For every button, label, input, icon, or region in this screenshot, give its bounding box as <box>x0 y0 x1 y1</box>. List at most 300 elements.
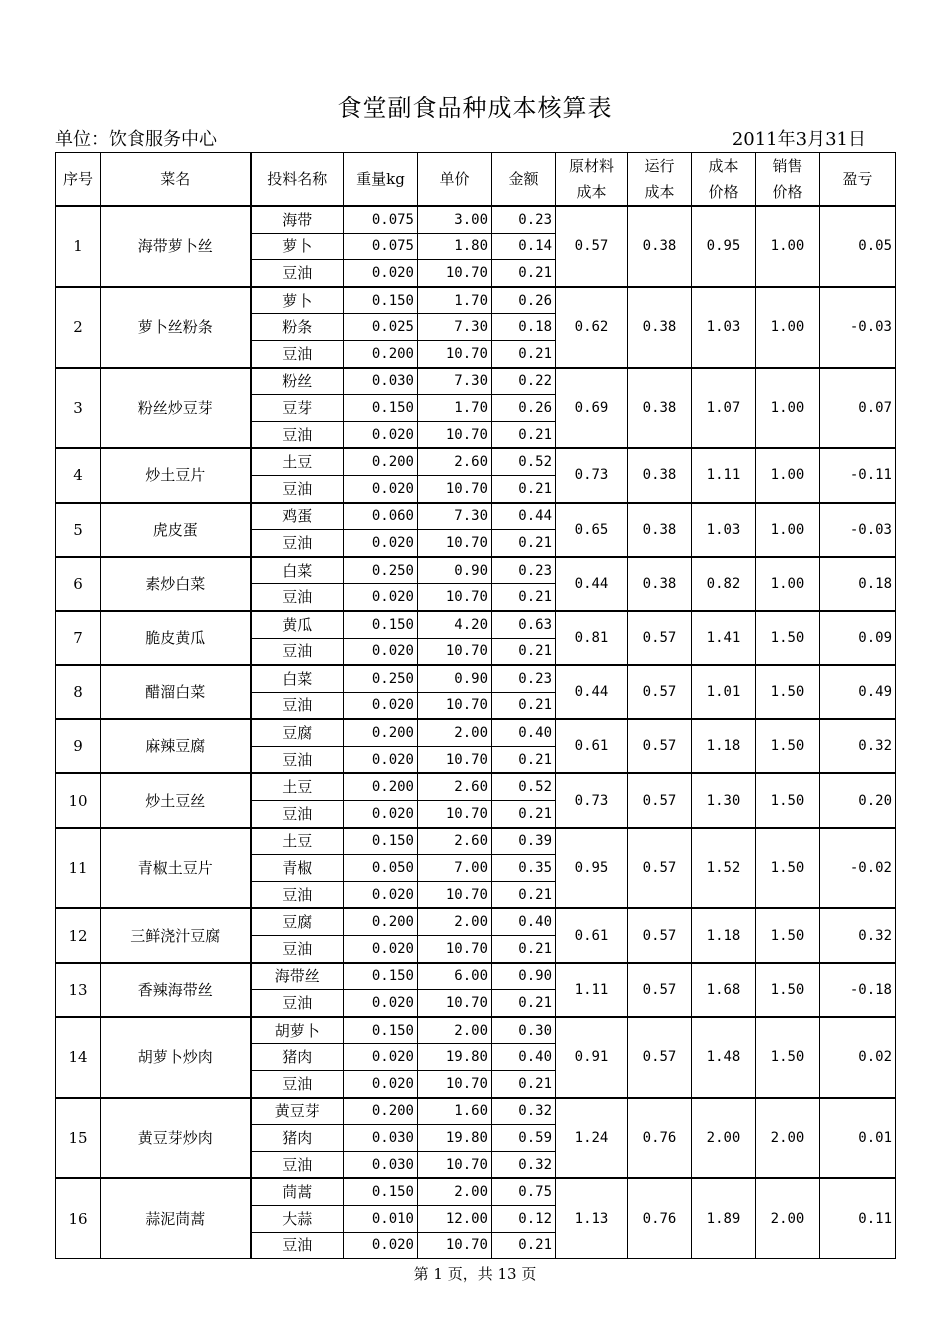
ingredient-name: 粉条 <box>251 314 344 341</box>
table-row <box>56 1178 896 1205</box>
ingredient-price: 10.70 <box>418 475 492 502</box>
ingredient-amount: 0.21 <box>492 584 556 611</box>
ingredient-price: 10.70 <box>418 340 492 367</box>
dish-number: 9 <box>56 719 101 773</box>
ingredient-name: 豆油 <box>251 421 344 448</box>
ingredient-amount: 0.23 <box>492 206 556 233</box>
ingredient-name: 豆油 <box>251 1071 344 1098</box>
ingredient-name: 豆油 <box>251 260 344 287</box>
operating-cost: 0.38 <box>628 368 692 449</box>
ingredient-amount: 0.40 <box>492 719 556 746</box>
cost-price: 0.82 <box>692 557 756 611</box>
ingredient-name: 豆油 <box>251 340 344 367</box>
ingredient-weight: 0.010 <box>344 1205 418 1232</box>
sale-price: 2.00 <box>756 1178 820 1258</box>
table-row <box>56 719 896 746</box>
report-date: 2011年3月31日 <box>731 129 866 150</box>
dish-number: 5 <box>56 503 101 557</box>
ingredient-weight: 0.020 <box>344 692 418 719</box>
ingredient-name: 豆油 <box>251 1151 344 1178</box>
dish-number: 15 <box>56 1098 101 1179</box>
raw-material-cost: 0.61 <box>556 719 628 773</box>
header-row <box>56 153 896 207</box>
ingredient-price: 2.60 <box>418 828 492 855</box>
ingredient-name: 黄瓜 <box>251 611 344 638</box>
ingredient-name: 土豆 <box>251 773 344 800</box>
ingredient-amount: 0.21 <box>492 746 556 773</box>
profit-loss: -0.18 <box>820 963 896 1017</box>
dish-group <box>56 963 896 1017</box>
ingredient-price: 10.70 <box>418 638 492 665</box>
dish-name: 虎皮蛋 <box>101 503 251 557</box>
ingredient-weight: 0.020 <box>344 746 418 773</box>
header-dish: 菜名 <box>101 153 251 207</box>
cost-price: 1.89 <box>692 1178 756 1258</box>
ingredient-weight: 0.200 <box>344 719 418 746</box>
operating-cost: 0.38 <box>628 557 692 611</box>
dish-group <box>56 665 896 719</box>
ingredient-price: 2.00 <box>418 1178 492 1205</box>
dish-group <box>56 557 896 611</box>
profit-loss: 0.01 <box>820 1098 896 1179</box>
dish-number: 14 <box>56 1017 101 1098</box>
cost-price: 1.68 <box>692 963 756 1017</box>
ingredient-amount: 0.39 <box>492 828 556 855</box>
header-sale-price-line2: 价格 <box>772 183 803 201</box>
operating-cost: 0.57 <box>628 773 692 827</box>
header-ingredient: 投料名称 <box>251 153 344 207</box>
profit-loss: 0.49 <box>820 665 896 719</box>
raw-material-cost: 0.44 <box>556 665 628 719</box>
header-raw-cost <box>556 153 628 207</box>
dish-name: 炒土豆片 <box>101 448 251 502</box>
ingredient-weight: 0.150 <box>344 395 418 422</box>
ingredient-weight: 0.030 <box>344 368 418 395</box>
ingredient-amount: 0.52 <box>492 773 556 800</box>
ingredient-amount: 0.40 <box>492 1044 556 1071</box>
ingredient-weight: 0.150 <box>344 1017 418 1044</box>
cost-price: 1.03 <box>692 287 756 368</box>
ingredient-price: 0.90 <box>418 557 492 584</box>
sale-price: 1.00 <box>756 448 820 502</box>
dish-group <box>56 908 896 962</box>
dish-group <box>56 611 896 665</box>
header-raw-cost-line2: 成本 <box>576 183 607 201</box>
dish-name: 粉丝炒豆芽 <box>101 368 251 449</box>
ingredient-price: 10.70 <box>418 584 492 611</box>
ingredient-price: 10.70 <box>418 530 492 557</box>
sale-price: 1.50 <box>756 963 820 1017</box>
ingredient-name: 土豆 <box>251 828 344 855</box>
sale-price: 2.00 <box>756 1098 820 1179</box>
profit-loss: 0.18 <box>820 557 896 611</box>
ingredient-price: 10.70 <box>418 746 492 773</box>
ingredient-amount: 0.59 <box>492 1125 556 1152</box>
ingredient-price: 4.20 <box>418 611 492 638</box>
ingredient-amount: 0.40 <box>492 908 556 935</box>
page-footer: 第 1 页，共 13 页 <box>413 1265 537 1283</box>
ingredient-name: 白菜 <box>251 557 344 584</box>
ingredient-weight: 0.150 <box>344 611 418 638</box>
ingredient-amount: 0.44 <box>492 503 556 530</box>
ingredient-amount: 0.90 <box>492 963 556 990</box>
ingredient-price: 1.70 <box>418 395 492 422</box>
ingredient-name: 豆油 <box>251 746 344 773</box>
profit-loss: 0.09 <box>820 611 896 665</box>
operating-cost: 0.57 <box>628 1017 692 1098</box>
raw-material-cost: 0.95 <box>556 828 628 909</box>
header-profit: 盈亏 <box>820 153 896 207</box>
ingredient-price: 10.70 <box>418 1232 492 1259</box>
ingredient-weight: 0.020 <box>344 1071 418 1098</box>
ingredient-name: 猪肉 <box>251 1044 344 1071</box>
profit-loss: 0.32 <box>820 908 896 962</box>
cost-price: 0.95 <box>692 206 756 287</box>
ingredient-name: 胡萝卜 <box>251 1017 344 1044</box>
ingredient-price: 0.90 <box>418 665 492 692</box>
dish-group <box>56 1098 896 1179</box>
operating-cost: 0.57 <box>628 828 692 909</box>
ingredient-name: 海带 <box>251 206 344 233</box>
ingredient-name: 萝卜 <box>251 233 344 260</box>
unit-label: 单位：饮食服务中心 <box>55 129 217 150</box>
ingredient-price: 10.70 <box>418 936 492 963</box>
operating-cost: 0.57 <box>628 908 692 962</box>
operating-cost: 0.57 <box>628 665 692 719</box>
dish-number: 13 <box>56 963 101 1017</box>
ingredient-name: 黄豆芽 <box>251 1098 344 1125</box>
ingredient-price: 2.60 <box>418 773 492 800</box>
ingredient-weight: 0.020 <box>344 1044 418 1071</box>
table-row <box>56 448 896 475</box>
dish-number: 2 <box>56 287 101 368</box>
ingredient-name: 豆油 <box>251 638 344 665</box>
profit-loss: 0.05 <box>820 206 896 287</box>
profit-loss: -0.11 <box>820 448 896 502</box>
ingredient-weight: 0.020 <box>344 475 418 502</box>
table-row <box>56 611 896 638</box>
dish-number: 4 <box>56 448 101 502</box>
ingredient-weight: 0.150 <box>344 828 418 855</box>
table-row <box>56 368 896 395</box>
ingredient-amount: 0.26 <box>492 395 556 422</box>
table-row <box>56 828 896 855</box>
dish-group <box>56 828 896 909</box>
raw-material-cost: 1.24 <box>556 1098 628 1179</box>
cost-price: 1.18 <box>692 908 756 962</box>
ingredient-amount: 0.21 <box>492 692 556 719</box>
cost-price: 1.01 <box>692 665 756 719</box>
table-row <box>56 287 896 314</box>
ingredient-price: 7.30 <box>418 368 492 395</box>
operating-cost: 0.38 <box>628 448 692 502</box>
cost-price: 2.00 <box>692 1098 756 1179</box>
header-amount: 金额 <box>492 153 556 207</box>
sale-price: 1.50 <box>756 1017 820 1098</box>
ingredient-weight: 0.020 <box>344 801 418 828</box>
cost-price: 1.07 <box>692 368 756 449</box>
ingredient-price: 1.60 <box>418 1098 492 1125</box>
ingredient-name: 豆油 <box>251 584 344 611</box>
raw-material-cost: 1.13 <box>556 1178 628 1258</box>
sale-price: 1.50 <box>756 611 820 665</box>
dish-number: 16 <box>56 1178 101 1258</box>
table-row <box>56 206 896 233</box>
ingredient-name: 豆油 <box>251 1232 344 1259</box>
ingredient-weight: 0.050 <box>344 855 418 882</box>
ingredient-amount: 0.21 <box>492 530 556 557</box>
ingredient-price: 10.70 <box>418 881 492 908</box>
raw-material-cost: 0.65 <box>556 503 628 557</box>
ingredient-weight: 0.200 <box>344 1098 418 1125</box>
ingredient-weight: 0.200 <box>344 773 418 800</box>
header-op-cost-line1: 运行 <box>644 157 675 175</box>
ingredient-price: 10.70 <box>418 1151 492 1178</box>
sheet-title: 食堂副食品种成本核算表 <box>337 94 613 122</box>
ingredient-weight: 0.020 <box>344 990 418 1017</box>
ingredient-amount: 0.32 <box>492 1151 556 1178</box>
header-op-cost <box>628 153 692 207</box>
ingredient-name: 豆油 <box>251 990 344 1017</box>
ingredient-price: 10.70 <box>418 260 492 287</box>
dish-number: 3 <box>56 368 101 449</box>
ingredient-name: 土豆 <box>251 448 344 475</box>
sale-price: 1.50 <box>756 719 820 773</box>
ingredient-amount: 0.30 <box>492 1017 556 1044</box>
dish-number: 6 <box>56 557 101 611</box>
ingredient-weight: 0.075 <box>344 233 418 260</box>
operating-cost: 0.57 <box>628 719 692 773</box>
ingredient-price: 1.70 <box>418 287 492 314</box>
operating-cost: 0.38 <box>628 206 692 287</box>
ingredient-amount: 0.23 <box>492 557 556 584</box>
sale-price: 1.00 <box>756 503 820 557</box>
raw-material-cost: 0.44 <box>556 557 628 611</box>
ingredient-amount: 0.52 <box>492 448 556 475</box>
cost-price: 1.30 <box>692 773 756 827</box>
ingredient-weight: 0.020 <box>344 421 418 448</box>
ingredient-amount: 0.21 <box>492 421 556 448</box>
ingredient-weight: 0.250 <box>344 557 418 584</box>
dish-number: 7 <box>56 611 101 665</box>
sale-price: 1.50 <box>756 828 820 909</box>
raw-material-cost: 1.11 <box>556 963 628 1017</box>
raw-material-cost: 0.73 <box>556 773 628 827</box>
sale-price: 1.00 <box>756 206 820 287</box>
table-row <box>56 503 896 530</box>
profit-loss: -0.03 <box>820 287 896 368</box>
ingredient-name: 豆油 <box>251 881 344 908</box>
ingredient-name: 茼蒿 <box>251 1178 344 1205</box>
dish-name: 海带萝卜丝 <box>101 206 251 287</box>
dish-group <box>56 719 896 773</box>
ingredient-weight: 0.060 <box>344 503 418 530</box>
ingredient-weight: 0.250 <box>344 665 418 692</box>
ingredient-amount: 0.23 <box>492 665 556 692</box>
dish-number: 1 <box>56 206 101 287</box>
dish-name: 麻辣豆腐 <box>101 719 251 773</box>
dish-number: 10 <box>56 773 101 827</box>
ingredient-weight: 0.025 <box>344 314 418 341</box>
ingredient-name: 豆腐 <box>251 908 344 935</box>
header-cost-price-line2: 价格 <box>708 183 739 201</box>
table-row <box>56 665 896 692</box>
ingredient-name: 猪肉 <box>251 1125 344 1152</box>
profit-loss: 0.07 <box>820 368 896 449</box>
ingredient-amount: 0.21 <box>492 990 556 1017</box>
ingredient-weight: 0.200 <box>344 448 418 475</box>
ingredient-weight: 0.030 <box>344 1151 418 1178</box>
ingredient-weight: 0.020 <box>344 638 418 665</box>
ingredient-price: 10.70 <box>418 801 492 828</box>
ingredient-weight: 0.030 <box>344 1125 418 1152</box>
table-row <box>56 908 896 935</box>
cost-price: 1.41 <box>692 611 756 665</box>
dish-name: 三鲜浇汁豆腐 <box>101 908 251 962</box>
profit-loss: -0.03 <box>820 503 896 557</box>
ingredient-amount: 0.21 <box>492 936 556 963</box>
header-weight: 重量kg <box>344 153 418 207</box>
ingredient-amount: 0.21 <box>492 260 556 287</box>
ingredient-weight: 0.150 <box>344 1178 418 1205</box>
ingredient-name: 粉丝 <box>251 368 344 395</box>
dish-group <box>56 206 896 287</box>
dish-name: 醋溜白菜 <box>101 665 251 719</box>
raw-material-cost: 0.62 <box>556 287 628 368</box>
ingredient-price: 7.00 <box>418 855 492 882</box>
ingredient-price: 19.80 <box>418 1125 492 1152</box>
ingredient-price: 6.00 <box>418 963 492 990</box>
ingredient-amount: 0.21 <box>492 475 556 502</box>
ingredient-name: 豆芽 <box>251 395 344 422</box>
ingredient-name: 萝卜 <box>251 287 344 314</box>
profit-loss: 0.11 <box>820 1178 896 1258</box>
dish-number: 12 <box>56 908 101 962</box>
ingredient-price: 3.00 <box>418 206 492 233</box>
ingredient-price: 2.00 <box>418 908 492 935</box>
operating-cost: 0.76 <box>628 1178 692 1258</box>
table-row <box>56 1098 896 1125</box>
sale-price: 1.00 <box>756 287 820 368</box>
ingredient-name: 豆油 <box>251 530 344 557</box>
header-op-cost-line2: 成本 <box>644 183 675 201</box>
ingredient-weight: 0.150 <box>344 963 418 990</box>
ingredient-price: 12.00 <box>418 1205 492 1232</box>
dish-number: 8 <box>56 665 101 719</box>
operating-cost: 0.57 <box>628 611 692 665</box>
ingredient-weight: 0.020 <box>344 530 418 557</box>
ingredient-amount: 0.14 <box>492 233 556 260</box>
ingredient-weight: 0.150 <box>344 287 418 314</box>
ingredient-amount: 0.21 <box>492 1232 556 1259</box>
ingredient-weight: 0.020 <box>344 584 418 611</box>
ingredient-name: 豆腐 <box>251 719 344 746</box>
ingredient-amount: 0.21 <box>492 801 556 828</box>
ingredient-weight: 0.200 <box>344 340 418 367</box>
dish-name: 素炒白菜 <box>101 557 251 611</box>
cost-price: 1.18 <box>692 719 756 773</box>
ingredient-weight: 0.075 <box>344 206 418 233</box>
raw-material-cost: 0.57 <box>556 206 628 287</box>
sale-price: 1.00 <box>756 368 820 449</box>
ingredient-price: 10.70 <box>418 1071 492 1098</box>
dish-name: 青椒土豆片 <box>101 828 251 909</box>
ingredient-amount: 0.21 <box>492 1071 556 1098</box>
dish-group <box>56 368 896 449</box>
ingredient-amount: 0.63 <box>492 611 556 638</box>
ingredient-price: 19.80 <box>418 1044 492 1071</box>
header-price: 单价 <box>418 153 492 207</box>
dish-name: 蒜泥茼蒿 <box>101 1178 251 1258</box>
profit-loss: 0.02 <box>820 1017 896 1098</box>
raw-material-cost: 0.69 <box>556 368 628 449</box>
ingredient-name: 豆油 <box>251 475 344 502</box>
ingredient-name: 海带丝 <box>251 963 344 990</box>
cost-price: 1.11 <box>692 448 756 502</box>
header-sale-price <box>756 153 820 207</box>
ingredient-price: 7.30 <box>418 314 492 341</box>
sale-price: 1.00 <box>756 557 820 611</box>
dish-group <box>56 1017 896 1098</box>
ingredient-name: 白菜 <box>251 665 344 692</box>
ingredient-amount: 0.22 <box>492 368 556 395</box>
ingredient-amount: 0.18 <box>492 314 556 341</box>
table-row <box>56 773 896 800</box>
profit-loss: 0.32 <box>820 719 896 773</box>
sale-price: 1.50 <box>756 908 820 962</box>
dish-name: 炒土豆丝 <box>101 773 251 827</box>
ingredient-weight: 0.020 <box>344 936 418 963</box>
header-cost-price <box>692 153 756 207</box>
header-raw-cost-line1: 原材料 <box>568 157 614 175</box>
dish-group <box>56 1178 896 1258</box>
dish-name: 香辣海带丝 <box>101 963 251 1017</box>
header-sale-price-line1: 销售 <box>772 157 803 175</box>
raw-material-cost: 0.73 <box>556 448 628 502</box>
ingredient-amount: 0.21 <box>492 881 556 908</box>
ingredient-price: 2.60 <box>418 448 492 475</box>
dish-group <box>56 503 896 557</box>
ingredient-price: 2.00 <box>418 1017 492 1044</box>
operating-cost: 0.57 <box>628 963 692 1017</box>
header-seq: 序号 <box>56 153 101 207</box>
dish-number: 11 <box>56 828 101 909</box>
dish-group <box>56 448 896 502</box>
dish-name: 脆皮黄瓜 <box>101 611 251 665</box>
operating-cost: 0.38 <box>628 503 692 557</box>
dish-name: 萝卜丝粉条 <box>101 287 251 368</box>
ingredient-weight: 0.200 <box>344 908 418 935</box>
table-row <box>56 963 896 990</box>
ingredient-amount: 0.35 <box>492 855 556 882</box>
ingredient-amount: 0.12 <box>492 1205 556 1232</box>
ingredient-amount: 0.32 <box>492 1098 556 1125</box>
ingredient-weight: 0.020 <box>344 260 418 287</box>
ingredient-price: 10.70 <box>418 421 492 448</box>
dish-group <box>56 773 896 827</box>
ingredient-price: 10.70 <box>418 692 492 719</box>
ingredient-price: 10.70 <box>418 990 492 1017</box>
table-row <box>56 557 896 584</box>
operating-cost: 0.38 <box>628 287 692 368</box>
raw-material-cost: 0.61 <box>556 908 628 962</box>
ingredient-name: 豆油 <box>251 801 344 828</box>
sale-price: 1.50 <box>756 773 820 827</box>
cost-price: 1.48 <box>692 1017 756 1098</box>
ingredient-name: 豆油 <box>251 936 344 963</box>
header-cost-price-line1: 成本 <box>708 157 739 175</box>
cost-price: 1.52 <box>692 828 756 909</box>
